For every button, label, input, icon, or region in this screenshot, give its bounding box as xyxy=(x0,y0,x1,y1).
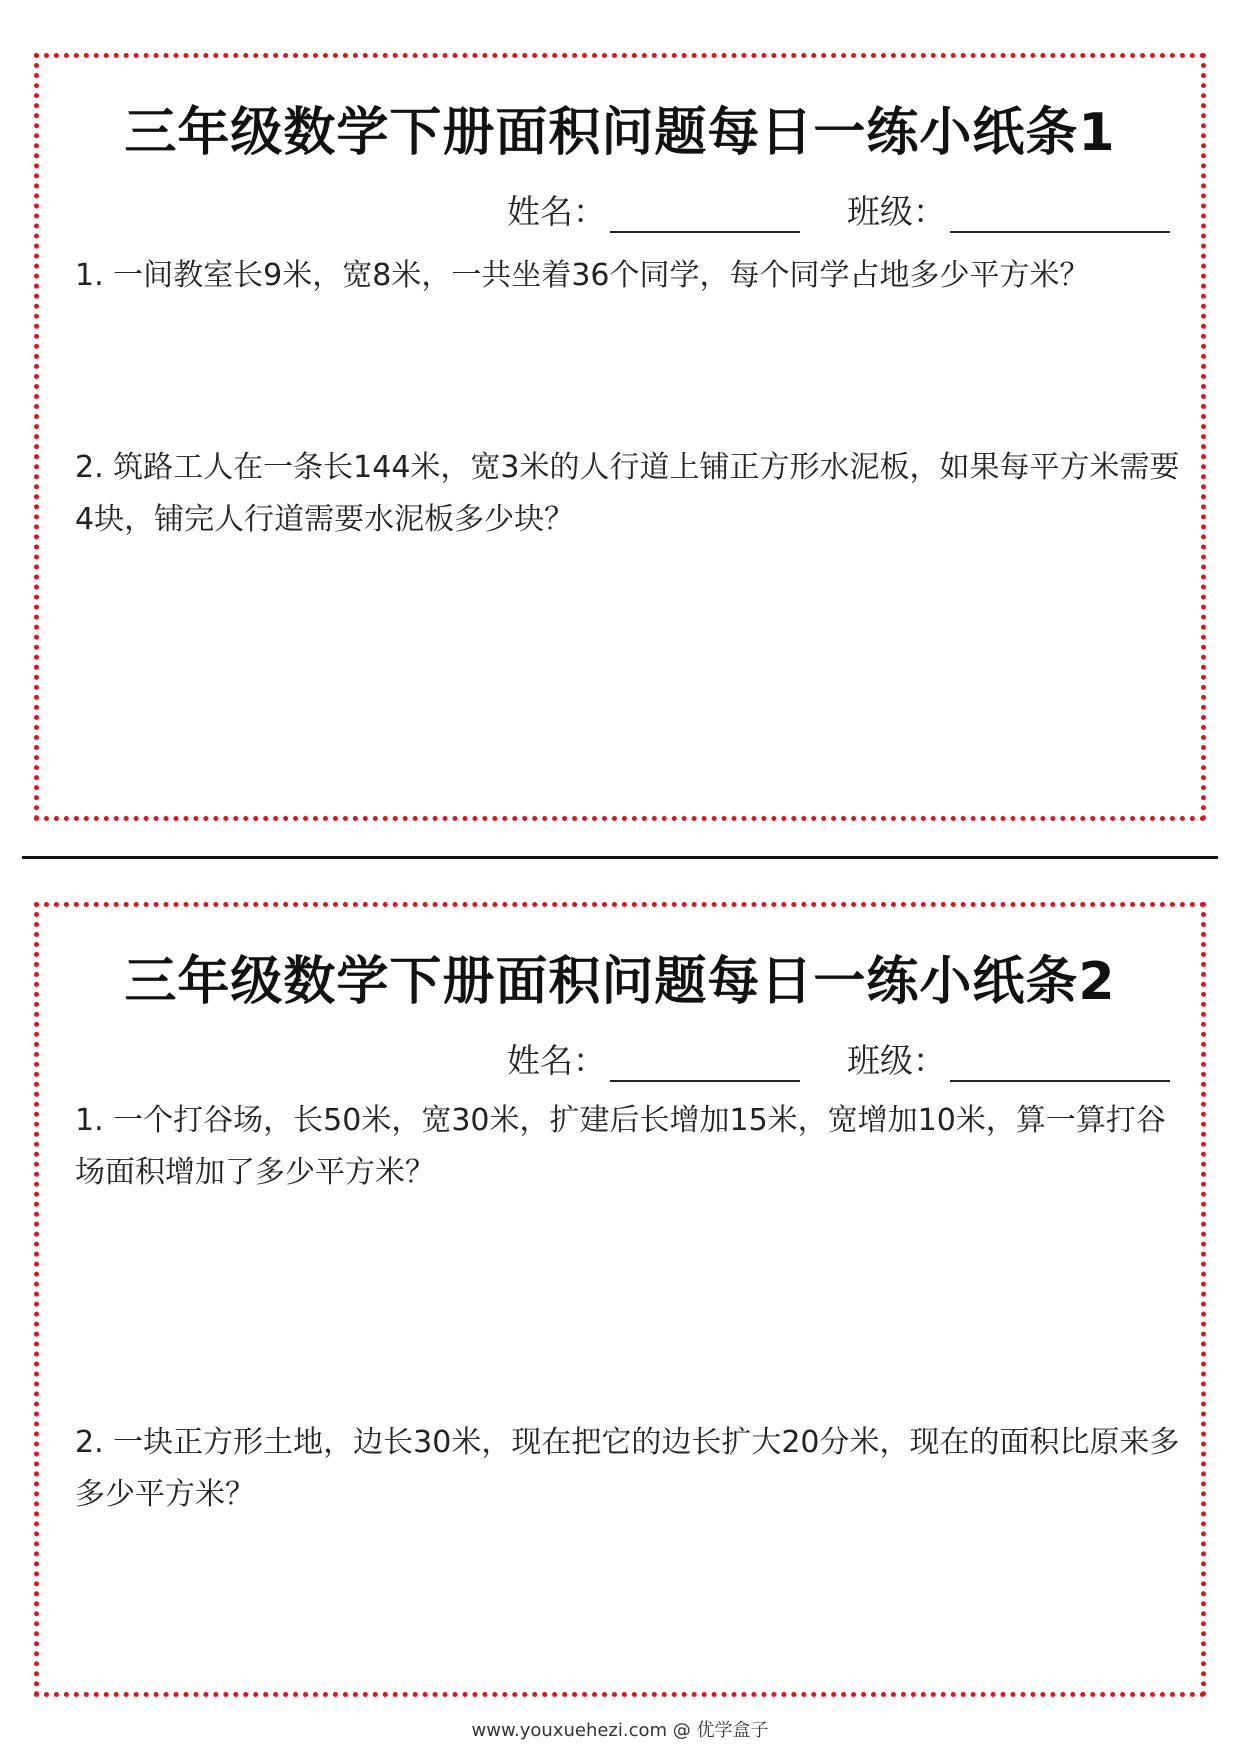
class-field xyxy=(847,186,1170,233)
question-2: 2. 筑路工人在一条长144米，宽3米的人行道上铺正方形水泥板，如果每平方米需要4块，铺完人行道需要水泥板多少块？ xyxy=(75,450,1180,537)
practice-strip-2 xyxy=(34,902,1206,1697)
footer-watermark: www.youxuehezi.com @ 优学盒子 xyxy=(471,1720,769,1741)
name-field xyxy=(507,186,800,233)
name-blank-line xyxy=(610,1046,800,1082)
cut-line-divider xyxy=(22,856,1218,859)
name-field xyxy=(507,1035,800,1082)
question-1: 1. 一间教室长9米，宽8米，一共坐着36个同学，每个同学占地多少平方米？ xyxy=(75,258,1090,293)
strip-title: 三年级数学下册面积问题每日一练小纸条2 xyxy=(124,952,1116,1012)
question-2: 2. 一块正方形土地，边长30米，现在把它的边长扩大20分米，现在的面积比原来多多少平方米？ xyxy=(75,1425,1180,1512)
class-blank-line xyxy=(950,197,1170,233)
class-blank-line xyxy=(950,1046,1170,1082)
class-label: 班级： xyxy=(847,1041,946,1080)
strip-title: 三年级数学下册面积问题每日一练小纸条1 xyxy=(124,103,1116,163)
practice-strip-1 xyxy=(34,53,1206,821)
name-label: 姓名： xyxy=(507,1041,606,1080)
name-blank-line xyxy=(610,197,800,233)
class-label: 班级： xyxy=(847,192,946,231)
student-info-row xyxy=(39,1035,1201,1095)
student-info-row xyxy=(39,186,1201,246)
class-field xyxy=(847,1035,1170,1082)
name-label: 姓名： xyxy=(507,192,606,231)
question-1: 1. 一个打谷场，长50米，宽30米，扩建后长增加15米，宽增加10米，算一算打谷场面积增加了多少平方米？ xyxy=(75,1103,1166,1190)
